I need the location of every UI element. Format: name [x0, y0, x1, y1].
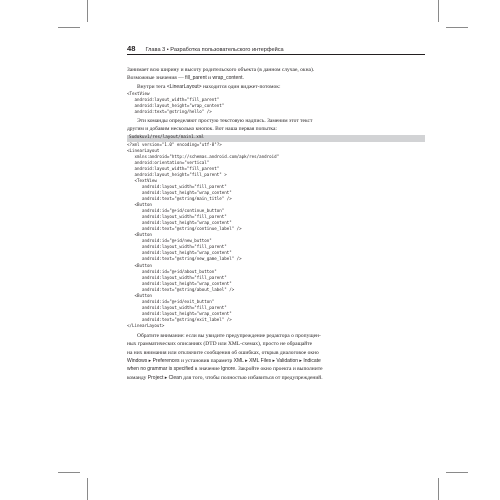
code-line: </LinearLayout>	[127, 322, 165, 328]
code-line: android:id="@+id/about_button"	[127, 268, 217, 274]
menu-separator: ▸	[163, 374, 169, 381]
code-line: <LinearLayout	[127, 147, 160, 153]
code-line: android:layout_height="wrap_content"	[127, 310, 232, 316]
code-line: android:layout_width="fill_parent"	[127, 183, 227, 189]
term: fill_parent	[185, 75, 207, 82]
paragraph-replace-text	[127, 117, 425, 134]
menu-term: Ignore	[221, 366, 236, 373]
chapter-title: Глава 3 • Разработка пользовательского интерфейса	[145, 47, 284, 53]
book-page	[127, 44, 425, 382]
menu-term: when no grammar is specified	[127, 366, 194, 373]
code-line: <Button	[127, 292, 152, 298]
text: в значение	[193, 366, 222, 373]
code-line: android:layout_width="fill_parent"	[127, 214, 227, 220]
text: Возможные значения —	[127, 75, 186, 82]
crop-mark	[438, 0, 439, 22]
text: команду	[127, 374, 148, 381]
code-line: <Button	[127, 232, 152, 238]
menu-term: Indicate	[303, 357, 321, 364]
menu-separator: ▸	[298, 357, 304, 364]
text: Эти команды определяют простую текстовую надпись. Заменим этот текст	[137, 117, 313, 124]
text: для того, чтобы полностью избавиться от предупреждений.	[181, 374, 323, 381]
crop-mark	[446, 27, 468, 28]
code-line: android:layout_height="wrap_content"	[127, 250, 232, 256]
code-line: android:layout_height="fill_parent" >	[127, 171, 227, 177]
code-line: android:layout_width="fill_parent"	[127, 244, 227, 250]
menu-term: XML Files	[249, 357, 272, 364]
text: и установив параметр	[179, 357, 234, 364]
code-file-title: Sudokuv1/res/layout/main1.xml	[127, 135, 425, 141]
menu-separator: ▸	[243, 357, 250, 364]
text: Обратите внимание: если вы увидите предупреждение редактора о пропущен-	[137, 333, 321, 340]
code-sample-main-layout	[127, 142, 425, 329]
code-line: android:layout_height="wrap_content"	[127, 220, 232, 226]
code-line: android:orientation="vertical"	[127, 159, 210, 165]
code-line: android:layout_width="fill_parent"	[127, 304, 227, 310]
crop-mark	[87, 478, 88, 500]
crop-mark	[58, 27, 80, 28]
menu-term: XML	[233, 357, 244, 364]
code-line: android:id="@+id/exit_button"	[127, 298, 215, 304]
code-line: <?xml version="1.0" encoding="utf-8"?>	[127, 141, 222, 147]
menu-term: Clean	[168, 374, 182, 381]
code-line: android:layout_height="wrap_content"	[127, 102, 225, 108]
crop-mark	[446, 472, 468, 473]
text: и	[206, 75, 213, 82]
crop-mark	[87, 0, 88, 22]
menu-separator: ▸	[271, 357, 277, 364]
code-line: android:layout_width="fill_parent"	[127, 165, 220, 171]
paragraph-inner-tag	[127, 83, 425, 91]
menu-term: Windows	[127, 357, 148, 364]
code-line: android:text="@string/hello" />	[127, 109, 212, 115]
code-line: android:id="@+id/continue_button"	[127, 208, 225, 214]
code-line: <Button	[127, 202, 152, 208]
code-line: <Button	[127, 262, 152, 268]
crop-mark	[58, 472, 80, 473]
text: .	[242, 75, 244, 82]
page-number: 48	[127, 44, 136, 53]
code-line: <TextView	[127, 177, 157, 183]
text: находится один виджет-потомок:	[201, 83, 281, 90]
text: Занимает всю ширину и высоту родительского объекта (в данном случае, окна).	[127, 67, 315, 73]
crop-mark	[438, 478, 439, 500]
paragraph-grammar-warning	[127, 332, 425, 382]
term: <LinearLayout>	[166, 83, 202, 90]
code-line: android:text="@string/new_game_label" />	[127, 256, 242, 262]
code-line: android:id="@+id/new_button"	[127, 238, 212, 244]
running-head	[127, 44, 425, 53]
code-line: android:text="@string/continue_label" />	[127, 226, 242, 232]
code-line: android:layout_width="fill_parent"	[127, 274, 227, 280]
header-rule	[127, 54, 425, 55]
paragraph-fill-parent	[127, 66, 425, 83]
text: на них внимания или отключите сообщения об ошибках, открыв диалоговое окно	[127, 349, 319, 356]
code-line: android:layout_width="fill_parent"	[127, 96, 220, 102]
code-line: android:layout_height="wrap_content"	[127, 280, 232, 286]
code-line: <TextView	[127, 90, 150, 96]
code-line: android:text="@string/about_label" />	[127, 286, 235, 292]
term: wrap_content	[212, 75, 243, 82]
text: Внутри тега	[137, 83, 167, 90]
code-line: xmlns:android="http://schemas.android.com/apk/res/android"	[127, 153, 280, 159]
code-line: android:layout_height="wrap_content"	[127, 189, 232, 195]
menu-term: Preferences	[152, 357, 180, 364]
menu-term: Validation	[276, 357, 299, 364]
menu-separator: ▸	[147, 357, 153, 364]
text: . Закройте окно проекта и выполните	[235, 366, 323, 373]
menu-term: Project	[147, 374, 164, 381]
text: ных грамматических описаниях (DTD или XML-схемах), просто не обращайте	[127, 341, 313, 348]
text: другим и добавим несколько кнопок. Вот наша первая попытка:	[127, 125, 277, 132]
code-line: android:text="@string/exit_label" />	[127, 316, 232, 322]
code-sample-textview	[127, 91, 425, 115]
code-line: android:text="@string/main_title" />	[127, 196, 232, 201]
